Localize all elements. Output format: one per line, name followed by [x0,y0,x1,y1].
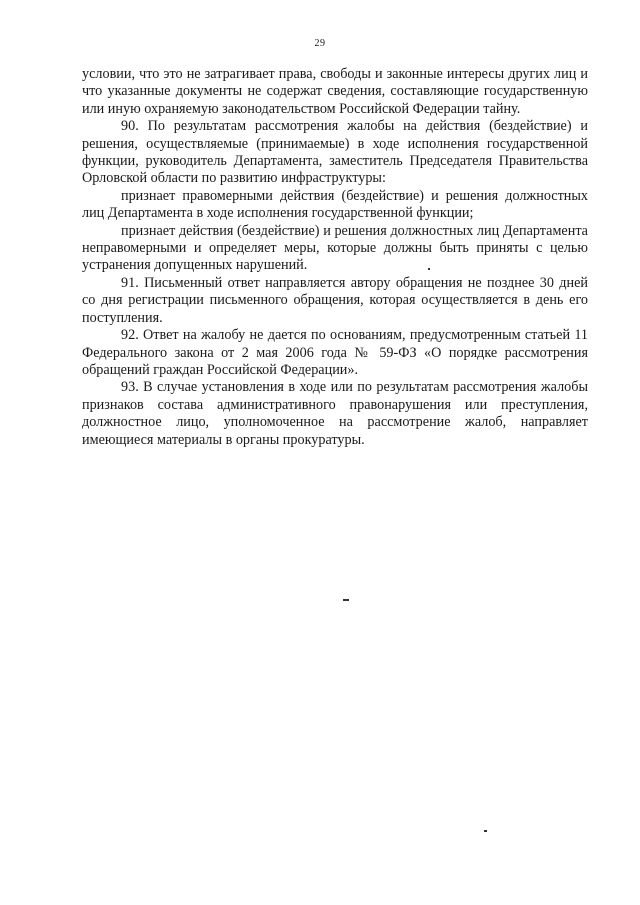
paragraph-92: 92. Ответ на жалобу не дается по основаниям, предусмотренным статьей 11 Федерального закона от 2 мая 2006 года № 59-ФЗ «О порядке рассмотрения обращений граждан Российской Федерации». [82,327,588,378]
paragraph-91: 91. Письменный ответ направляется автору обращения не позднее 30 дней со дня регистрации письменного обращения, которая осуществляется в день его поступления. [82,274,588,326]
paragraph-93: 93. В случае установления в ходе или по результатам рассмотрения жалобы признаков состава административного правонарушения или преступления, должностное лицо, уполномоченное на рассмотрение жалоб, направляет имеющиеся материалы в органы прокуратуры. [82,379,588,448]
scan-speck [484,830,487,832]
scan-speck [343,599,349,601]
scan-speck [428,268,430,270]
paragraph-continuation: условии, что это не затрагивает права, свободы и законные интересы других лиц и что указанные документы не содержат сведения, составляющие государственную или иную охраняемую законодательством Российской Федерации тайну. [82,66,588,117]
document-body [82,66,588,449]
paragraph-item-unlawful: признает действия (бездействие) и решения должностных лиц Департамента неправомерными и определяет меры, которые должны быть приняты с целью устранения допущенных нарушений. [82,222,588,274]
paragraph-90: 90. По результатам рассмотрения жалобы на действия (бездействие) и решения, осуществляемые (принимаемые) в ходе исполнения государственной функции, руководитель Департамента, заместитель Председателя Правительства Орловской области по развитию инфраструктуры: [82,118,588,187]
page-number: 29 [314,38,326,49]
paragraph-item-lawful: признает правомерными действия (бездействие) и решения должностных лиц Департамента в ходе исполнения государственной функции; [82,187,588,222]
